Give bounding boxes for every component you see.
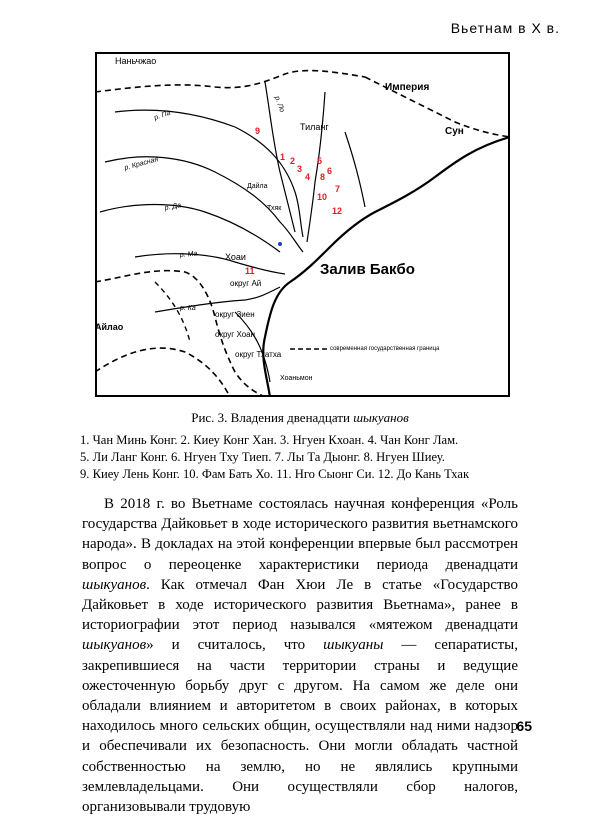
label-hoai: Хоаи: [225, 252, 246, 262]
label-hoanhmon: Хоаньмон: [280, 375, 313, 382]
label-ailao: Айлао: [95, 322, 124, 332]
marker-8: 8: [320, 172, 326, 182]
marker-11: 11: [245, 266, 255, 276]
marker-6: 6: [327, 166, 333, 176]
label-border-note: современная государственная граница: [330, 346, 440, 352]
label-river-pa: р. Па: [153, 109, 172, 122]
label-river-ka: р. Ка: [180, 305, 196, 312]
label-tuyak: Тхяк: [267, 205, 282, 212]
paragraph: В 2018 г. во Вьетнаме состоялась научная конференция «Роль государства Дайковьет в ходе исторического развития вьетнамского народа». В докладах на этой конференции впервые был рассмотрен вопрос о переоценке характеристики периода двенадцати шыкуанов. Как отмечал Фан Хюи Ле в статье «Государство Дайковьет в ходе исторического развития Вьетнама», ранее в историографии этот период назывался «мятежом двенадцати шыкуанов» и считалось, что шыкуаны — сепаратисты, закрепившиеся на части территории страны и ведущие ожесточенную борьбу друг с другом. На самом же деле они обладали влиянием и авторитетом в своих районах, в которых находилось много сельских общин, осуществляли над ними надзор и обеспечивали их безопасность. Они могли обладать частной собственностью на землю, но не являлись крупными землевладельцами. Они осуществляли сбор налогов, организовывали трудовую: [82, 496, 518, 816]
marker-12: 12: [332, 206, 343, 216]
label-okrug-ai: округ Ай: [230, 279, 262, 288]
label-river-ma: р. Ма: [179, 250, 198, 259]
capital-dot: [278, 242, 282, 246]
label-river-da: р. Да: [164, 202, 182, 212]
historical-map: [95, 52, 510, 397]
legend-line: 9. Киеу Лень Конг. 10. Фам Бать Хо. 11. Нго Сыонг Си. 12. До Кань Тхак: [80, 467, 470, 481]
body-text: [82, 494, 518, 817]
marker-1: 1: [280, 152, 286, 162]
label-okrug-zien: округ Зиен: [215, 310, 255, 319]
label-river-red: р. Красная: [123, 156, 160, 172]
label-river-lo: р. Ло: [273, 95, 286, 114]
figure-legend: [80, 432, 520, 483]
label-dailang: Дайла: [247, 183, 268, 190]
running-header: Вьетнам в X в.: [450, 20, 560, 36]
label-tilang: Тиланг: [300, 122, 329, 132]
marker-5: 5: [317, 156, 323, 166]
label-okrug-thatha: округ Тхатха: [235, 350, 282, 359]
marker-2: 2: [290, 156, 296, 166]
label-sun: Сун: [445, 126, 464, 137]
marker-10: 10: [317, 192, 328, 202]
figure-caption: Рис. 3. Владения двенадцати шыкуанов: [191, 410, 409, 425]
label-nanchao: Наньчжао: [115, 56, 157, 66]
marker-3: 3: [297, 164, 303, 174]
label-gulf: Залив Бакбо: [320, 261, 415, 278]
page-number: 65: [516, 718, 532, 734]
legend-line: 1. Чан Минь Конг. 2. Киеу Конг Хан. 3. Нгуен Кхоан. 4. Чан Конг Лам.: [80, 433, 459, 447]
label-empire: Империя: [385, 82, 430, 93]
marker-4: 4: [305, 172, 311, 182]
label-okrug-hoan: округ Хоан: [215, 330, 256, 339]
marker-7: 7: [335, 184, 341, 194]
marker-9: 9: [255, 126, 261, 136]
legend-line: 5. Ли Ланг Конг. 6. Нгуен Тху Тиеп. 7. Лы Та Дыонг. 8. Нгуен Шиеу.: [80, 450, 445, 464]
